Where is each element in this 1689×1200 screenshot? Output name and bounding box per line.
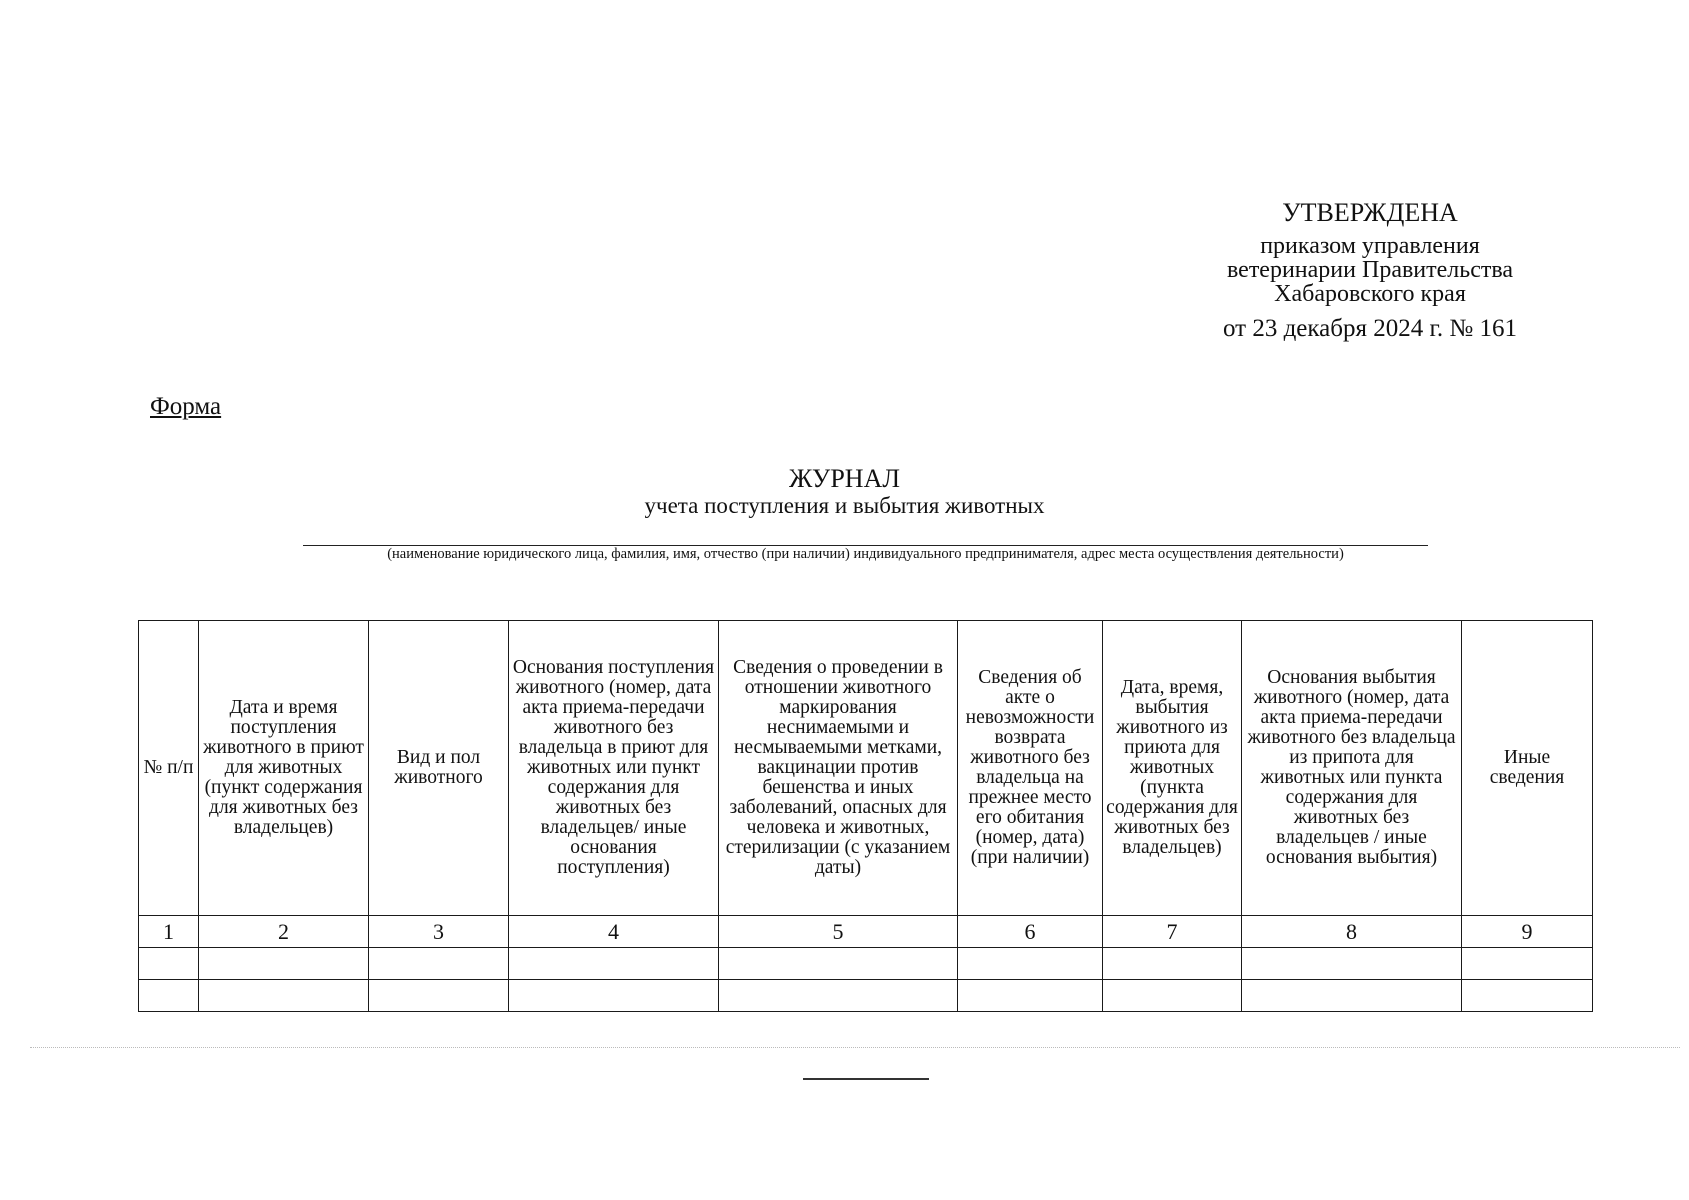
- header-cell: Иные сведения: [1462, 621, 1593, 916]
- column-number: 8: [1242, 916, 1462, 948]
- header-row: [139, 621, 1593, 916]
- table-cell: [139, 980, 199, 1012]
- header-cell: Сведения об акте о невозможности возврата животного без владельца на прежнее место его обитания (номер, дата) (при наличии): [958, 621, 1103, 916]
- table-cell: [139, 948, 199, 980]
- table-cell: [1103, 980, 1242, 1012]
- header-cell: Основания поступления животного (номер, дата акта приема-передачи животного без владельца в приют для животных или пункт содержания для животных без владельцев/ иные основания поступления): [509, 621, 719, 916]
- journal-table: [138, 620, 1593, 1012]
- table-cell: [1462, 980, 1593, 1012]
- end-line: [803, 1078, 929, 1080]
- table-cell: [1103, 948, 1242, 980]
- column-number: 2: [199, 916, 369, 948]
- approval-body: [1160, 234, 1580, 306]
- header-cell: Дата, время, выбытия животного из приюта для животных (пункта содержания для животных без владельцев): [1103, 621, 1242, 916]
- table-cell: [1462, 948, 1593, 980]
- table-row: [139, 980, 1593, 1012]
- column-number: 1: [139, 916, 199, 948]
- form-label: Форма: [150, 393, 222, 420]
- approval-line-3: Хабаровского края: [1274, 281, 1466, 307]
- page-divider: [30, 1047, 1680, 1048]
- header-cell: Дата и время поступления животного в приют для животных (пункт содержания для животных без владельцев): [199, 621, 369, 916]
- table-cell: [958, 948, 1103, 980]
- journal-title-main: ЖУРНАЛ: [789, 464, 900, 493]
- entity-caption: (наименование юридического лица, фамилия, имя, отчество (при наличии) индивидуального предпринимателя, адрес места осуществления деятельности): [387, 546, 1344, 562]
- approval-block: [1160, 198, 1580, 344]
- header-cell: № п/п: [139, 621, 199, 916]
- column-number-row: [139, 916, 1593, 948]
- column-number: 3: [369, 916, 509, 948]
- approval-line-1: приказом управления: [1260, 233, 1480, 259]
- table-cell: [369, 980, 509, 1012]
- table-cell: [719, 980, 958, 1012]
- table-cell: [369, 948, 509, 980]
- approval-date: от 23 декабря 2024 г. № 161: [1222, 315, 1518, 342]
- column-number: 5: [719, 916, 958, 948]
- header-cell: Основания выбытия животного (номер, дата акта приема-передачи животного без владельца из припота для животных или пункта содержания для животных без владельцев / иные основания выбытия): [1242, 621, 1462, 916]
- column-number: 7: [1103, 916, 1242, 948]
- table-cell: [1242, 948, 1462, 980]
- table-cell: [199, 948, 369, 980]
- table-cell: [719, 948, 958, 980]
- column-number: 4: [509, 916, 719, 948]
- column-number: 9: [1462, 916, 1593, 948]
- table-cell: [958, 980, 1103, 1012]
- table-cell: [199, 980, 369, 1012]
- table-cell: [1242, 980, 1462, 1012]
- header-cell: Сведения о проведении в отношении животного маркирования неснимаемыми и несмываемыми метками, вакцинации против бешенства и иных заболеваний, опасных для человека и животных, стерилизации (с указанием даты): [719, 621, 958, 916]
- header-cell: Вид и пол животного: [369, 621, 509, 916]
- column-number: 6: [958, 916, 1103, 948]
- journal-title: [0, 465, 1689, 519]
- table-row: [139, 948, 1593, 980]
- approval-heading: УТВЕРЖДЕНА: [1282, 198, 1458, 227]
- approval-line-2: ветеринарии Правительства: [1226, 257, 1514, 283]
- table-cell: [509, 948, 719, 980]
- table-cell: [509, 980, 719, 1012]
- journal-title-sub: учета поступления и выбытия животных: [644, 493, 1045, 518]
